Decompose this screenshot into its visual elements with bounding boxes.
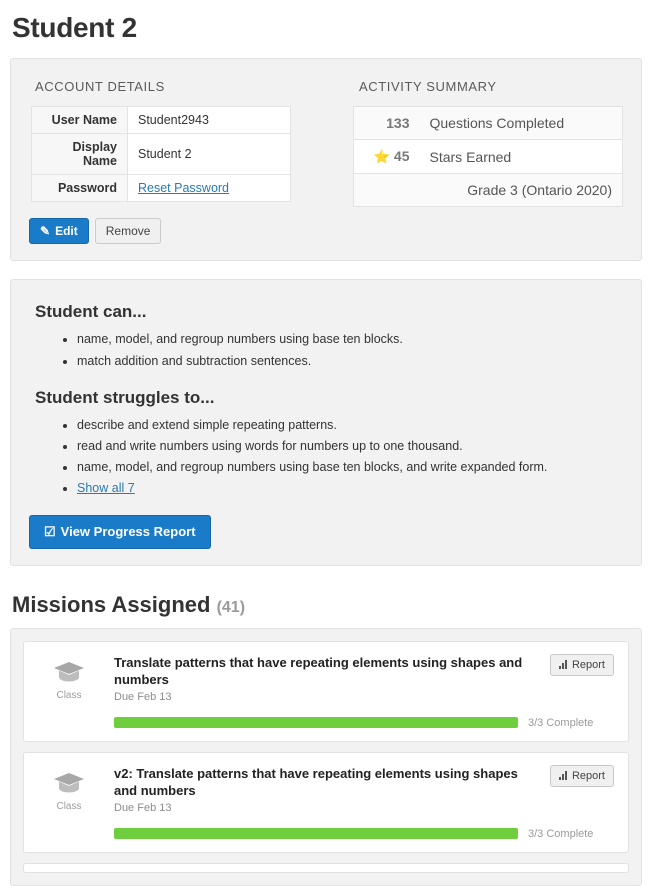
display-name-label: Display Name xyxy=(32,134,128,175)
list-item: • read and write numbers using words for numbers up to one thousand. xyxy=(77,437,623,455)
mission-name: v2: Translate patterns that have repeating elements using shapes and numbers xyxy=(114,765,518,799)
mission-body xyxy=(114,765,614,840)
list-item: • name, model, and regroup numbers using base ten blocks, and write expanded form. xyxy=(77,458,623,476)
view-progress-report-label: View Progress Report xyxy=(60,524,196,540)
password-value xyxy=(128,175,291,202)
pencil-icon: ✎ xyxy=(40,224,51,238)
table-row xyxy=(354,174,623,207)
mission-header xyxy=(114,765,614,814)
stars-earned-count xyxy=(354,140,420,174)
display-name-value: Student 2 xyxy=(128,134,291,175)
remove-button-label: Remove xyxy=(105,224,151,238)
mission-report-label: Report xyxy=(571,658,605,671)
show-all-link[interactable]: Show all 7 xyxy=(77,481,135,496)
page-title: Student 2 xyxy=(12,12,137,43)
progress-bar-fill xyxy=(114,717,518,728)
table-row xyxy=(32,134,291,175)
missions-count: (41) xyxy=(216,598,246,616)
activity-summary-heading: ACTIVITY SUMMARY xyxy=(359,79,497,94)
mission-text-block xyxy=(114,654,534,703)
mission-due-date: Due Feb 13 xyxy=(114,690,172,703)
list-item[interactable] xyxy=(23,752,629,853)
table-row xyxy=(32,175,291,202)
account-actions xyxy=(29,218,329,244)
progress-bar-track xyxy=(114,717,518,728)
edit-button-label: Edit xyxy=(55,224,78,238)
account-details-heading: ACCOUNT DETAILS xyxy=(35,79,165,94)
remove-button[interactable] xyxy=(95,218,162,244)
bar-chart-icon xyxy=(559,660,568,669)
skills-panel xyxy=(10,279,642,565)
student-can-heading: Student can... xyxy=(35,302,147,322)
activity-summary-table xyxy=(353,106,623,207)
mission-progress xyxy=(114,828,614,840)
account-details-table xyxy=(31,106,291,202)
mission-report-button[interactable] xyxy=(550,765,614,787)
report-doc-icon: ☑ xyxy=(44,524,56,540)
activity-summary-column xyxy=(353,75,623,244)
view-progress-report-button[interactable] xyxy=(29,515,211,549)
mission-text-block xyxy=(114,765,534,814)
questions-completed-label: Questions Completed xyxy=(420,107,623,140)
star-icon: ⭐ xyxy=(373,149,391,164)
stars-earned-number: 45 xyxy=(393,148,410,164)
grade-label: Grade 3 (Ontario 2020) xyxy=(420,174,623,207)
mission-report-label: Report xyxy=(571,769,605,782)
list-item[interactable] xyxy=(23,863,629,873)
stars-earned-label: Stars Earned xyxy=(420,140,623,174)
graduation-cap-icon xyxy=(52,660,86,684)
table-row xyxy=(32,107,291,134)
mission-icon-label: Class xyxy=(56,689,82,701)
missions-assigned-heading xyxy=(12,592,642,618)
list-item: • match addition and subtraction sentences. xyxy=(77,352,623,370)
progress-bar-track xyxy=(114,828,518,839)
list-item[interactable] xyxy=(23,641,629,742)
edit-button[interactable] xyxy=(29,218,89,244)
mission-name: Translate patterns that have repeating elements using shapes and numbers xyxy=(114,654,523,688)
list-item xyxy=(77,479,623,497)
progress-label: 3/3 Complete xyxy=(528,716,594,729)
student-struggles-list xyxy=(29,416,623,498)
class-mission-icon xyxy=(38,765,100,840)
student-struggles-heading: Student struggles to... xyxy=(35,387,215,407)
username-label: User Name xyxy=(32,107,128,134)
bar-chart-icon xyxy=(559,771,568,780)
username-value: Student2943 xyxy=(128,107,291,134)
student-can-list xyxy=(29,330,623,369)
reset-password-link[interactable]: Reset Password xyxy=(138,181,230,195)
table-row xyxy=(354,140,623,174)
progress-bar-fill xyxy=(114,828,518,839)
mission-report-button[interactable] xyxy=(550,654,614,676)
questions-completed-count: 133 xyxy=(354,107,420,140)
progress-label: 3/3 Complete xyxy=(528,827,594,840)
class-mission-icon xyxy=(38,654,100,729)
mission-progress xyxy=(114,717,614,729)
graduation-cap-icon xyxy=(52,771,86,795)
list-item: • describe and extend simple repeating patterns. xyxy=(77,416,623,434)
missions-list xyxy=(10,628,642,886)
table-row xyxy=(354,107,623,140)
grade-blank xyxy=(354,174,420,207)
account-activity-panel xyxy=(10,58,642,261)
account-details-column xyxy=(29,75,329,244)
page-container xyxy=(0,12,652,886)
mission-due-date: Due Feb 13 xyxy=(114,801,172,814)
missions-title-text: Missions Assigned xyxy=(12,591,211,617)
mission-header xyxy=(114,654,614,703)
password-label: Password xyxy=(32,175,128,202)
mission-body xyxy=(114,654,614,729)
list-item: • name, model, and regroup numbers using base ten blocks. xyxy=(77,330,623,348)
mission-icon-label: Class xyxy=(56,800,82,812)
